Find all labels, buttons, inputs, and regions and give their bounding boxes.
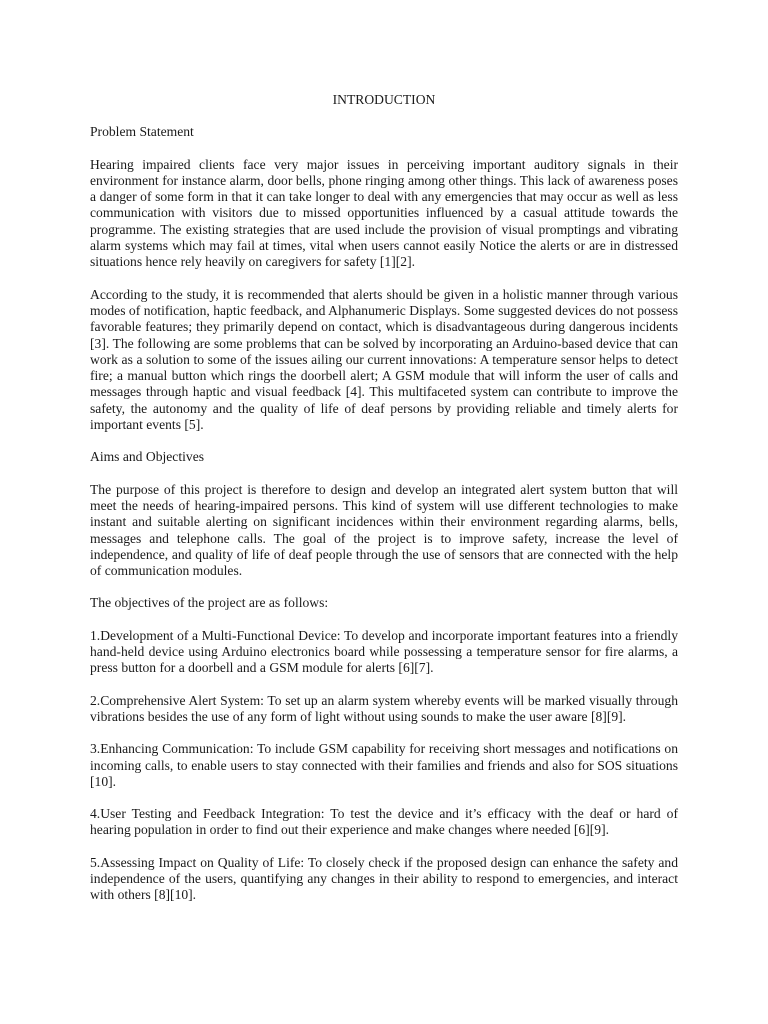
problem-paragraph-1: Hearing impaired clients face very major issues in perceiving important auditory signals in their environment for instance alarm, door bells, phone ringing among other things. This lack of awareness poses a danger of some form in that it can take longer to deal with any emergencies that may occur as well as less communication with visitors due to missed opportunities influenced by a casual attitude towards the programme. The existing strategies that are used include the provision of visual promptings and vibrating alarm systems which may fail at times, vital when users cannot easily Notice the alerts or are in distressed situations hence rely heavily on caregivers for safety [1][2].	[90, 156, 678, 270]
objective-item-3: 3.Enhancing Communication: To include GSM capability for receiving short messages and notifications on incoming calls, to enable users to stay connected with their families and friends and also for SOS situations [10].	[90, 741, 678, 789]
document-title: INTRODUCTION	[332, 92, 436, 107]
problem-statement-heading: Problem Statement	[90, 124, 194, 140]
objective-item-5: 5.Assessing Impact on Quality of Life: To closely check if the proposed design can enhance the safety and independence of the users, quantifying any changes in their ability to respond to emergencies, and interact with others [8][10].	[90, 854, 678, 903]
document-page	[90, 92, 678, 920]
aims-paragraph: The purpose of this project is therefore to design and develop an integrated alert system button that will meet the needs of hearing-impaired persons. This kind of system will use different technologies to make instant and suitable alerting on significant incidences within their environment regarding alarms, bells, messages and telephone calls. The goal of the project is to improve safety, increase the level of independence, and quality of life of deaf people through the use of sensors that are connected with the help of communication modules.	[90, 481, 678, 579]
aims-objectives-heading: Aims and Objectives	[90, 449, 205, 465]
objective-item-4: 4.User Testing and Feedback Integration: To test the device and it’s efficacy with the deaf or hard of hearing population in order to find out their experience and make changes where needed [6][9].	[90, 806, 678, 838]
objective-item-1: 1.Development of a Multi-Functional Device: To develop and incorporate important features into a friendly hand-held device using Arduino electronics board while possessing a temperature sensor for fire alarms, a press button for a doorbell and a GSM module for alerts [6][7].	[90, 627, 678, 676]
objective-item-2: 2.Comprehensive Alert System: To set up an alarm system whereby events will be marked visually through vibrations besides the use of any form of light without using sounds to make the user aware [8][9].	[90, 692, 678, 724]
problem-paragraph-2: According to the study, it is recommended that alerts should be given in a holistic manner through various modes of notification, haptic feedback, and Alphanumeric Displays. Some suggested devices do not possess favorable features; they primarily depend on contact, which is disadvantageous during dangerous incidents [3]. The following are some problems that can be solved by incorporating an Arduino-based device that can work as a solution to some of the issues ailing our current innovations: A temperature sensor helps to detect fire; a manual button which rings the doorbell alert; A GSM module that will inform the user of calls and messages through haptic and visual feedback [4]. This multifaceted system can contribute to improve the safety, the autonomy and the quality of life of deaf persons by providing reliable and timely alerts for important events [5].	[90, 286, 678, 433]
objectives-intro: The objectives of the project are as follows:	[90, 595, 329, 611]
